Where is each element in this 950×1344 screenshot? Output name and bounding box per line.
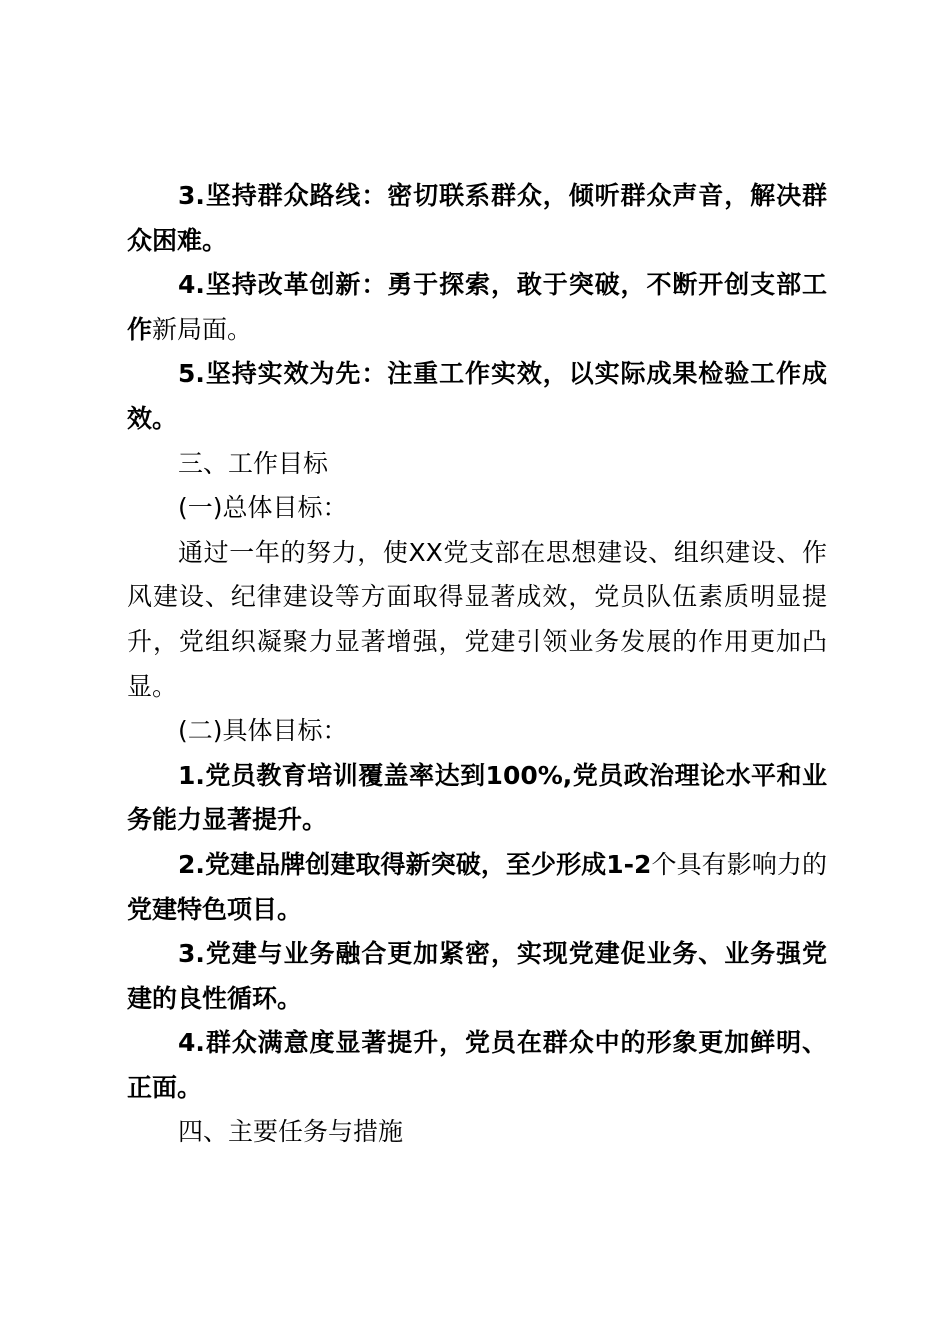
overall-goal-heading-text: (一)总体目标： bbox=[178, 493, 348, 523]
document-body bbox=[127, 174, 827, 1155]
specific-goal-heading-text: (二)具体目标： bbox=[178, 716, 348, 746]
principle-4-text: 4.坚持改革创新：勇于探索，敢于突破，不断开创支部工作 bbox=[127, 270, 827, 344]
overall-goal-heading bbox=[127, 486, 827, 531]
section-4-heading-text: 四、主要任务与措施 bbox=[178, 1117, 404, 1147]
principle-5 bbox=[127, 352, 827, 441]
goal-3 bbox=[127, 932, 827, 1021]
principle-3-text: 3.坚持群众路线：密切联系群众，倾听群众声音，解决群众困难。 bbox=[127, 181, 827, 255]
goal-2 bbox=[127, 843, 827, 932]
principle-4 bbox=[127, 263, 827, 352]
goal-1 bbox=[127, 754, 827, 843]
principle-3 bbox=[127, 174, 827, 263]
goal-4 bbox=[127, 1021, 827, 1110]
section-4-heading bbox=[127, 1110, 827, 1155]
specific-goal-heading bbox=[127, 709, 827, 754]
section-3-heading-text: 三、工作目标 bbox=[178, 448, 329, 478]
overall-goal-body-text: 通过一年的努力，使XX党支部在思想建设、组织建设、作风建设、纪律建设等方面取得显著成效，党员队伍素质明显提升，党组织凝聚力显著增强，党建引领业务发展的作用更加凸显。 bbox=[127, 537, 827, 701]
goal-1-text: 1.党员教育培训覆盖率达到100%,党员政治理论水平和业务能力显著提升。 bbox=[127, 760, 827, 835]
goal-3-text: 3.党建与业务融合更加紧密，实现党建促业务、业务强党建的良性循环。 bbox=[127, 939, 827, 1013]
principle-4-tail: 新局面。 bbox=[152, 314, 253, 344]
overall-goal-body bbox=[127, 531, 827, 709]
principle-5-text: 5.坚持实效为先：注重工作实效，以实际成果检验工作成效。 bbox=[127, 359, 827, 433]
goal-2-middle: 个具有影响力的 bbox=[651, 849, 827, 879]
section-3-heading bbox=[127, 442, 827, 487]
goal-4-text: 4.群众满意度显著提升，党员在群众中的形象更加鲜明、正面。 bbox=[127, 1028, 827, 1102]
goal-2-tail: 党建特色项目。 bbox=[127, 894, 303, 924]
goal-2-text: 2.党建品牌创建取得新突破，至少形成1-2 bbox=[178, 849, 652, 879]
